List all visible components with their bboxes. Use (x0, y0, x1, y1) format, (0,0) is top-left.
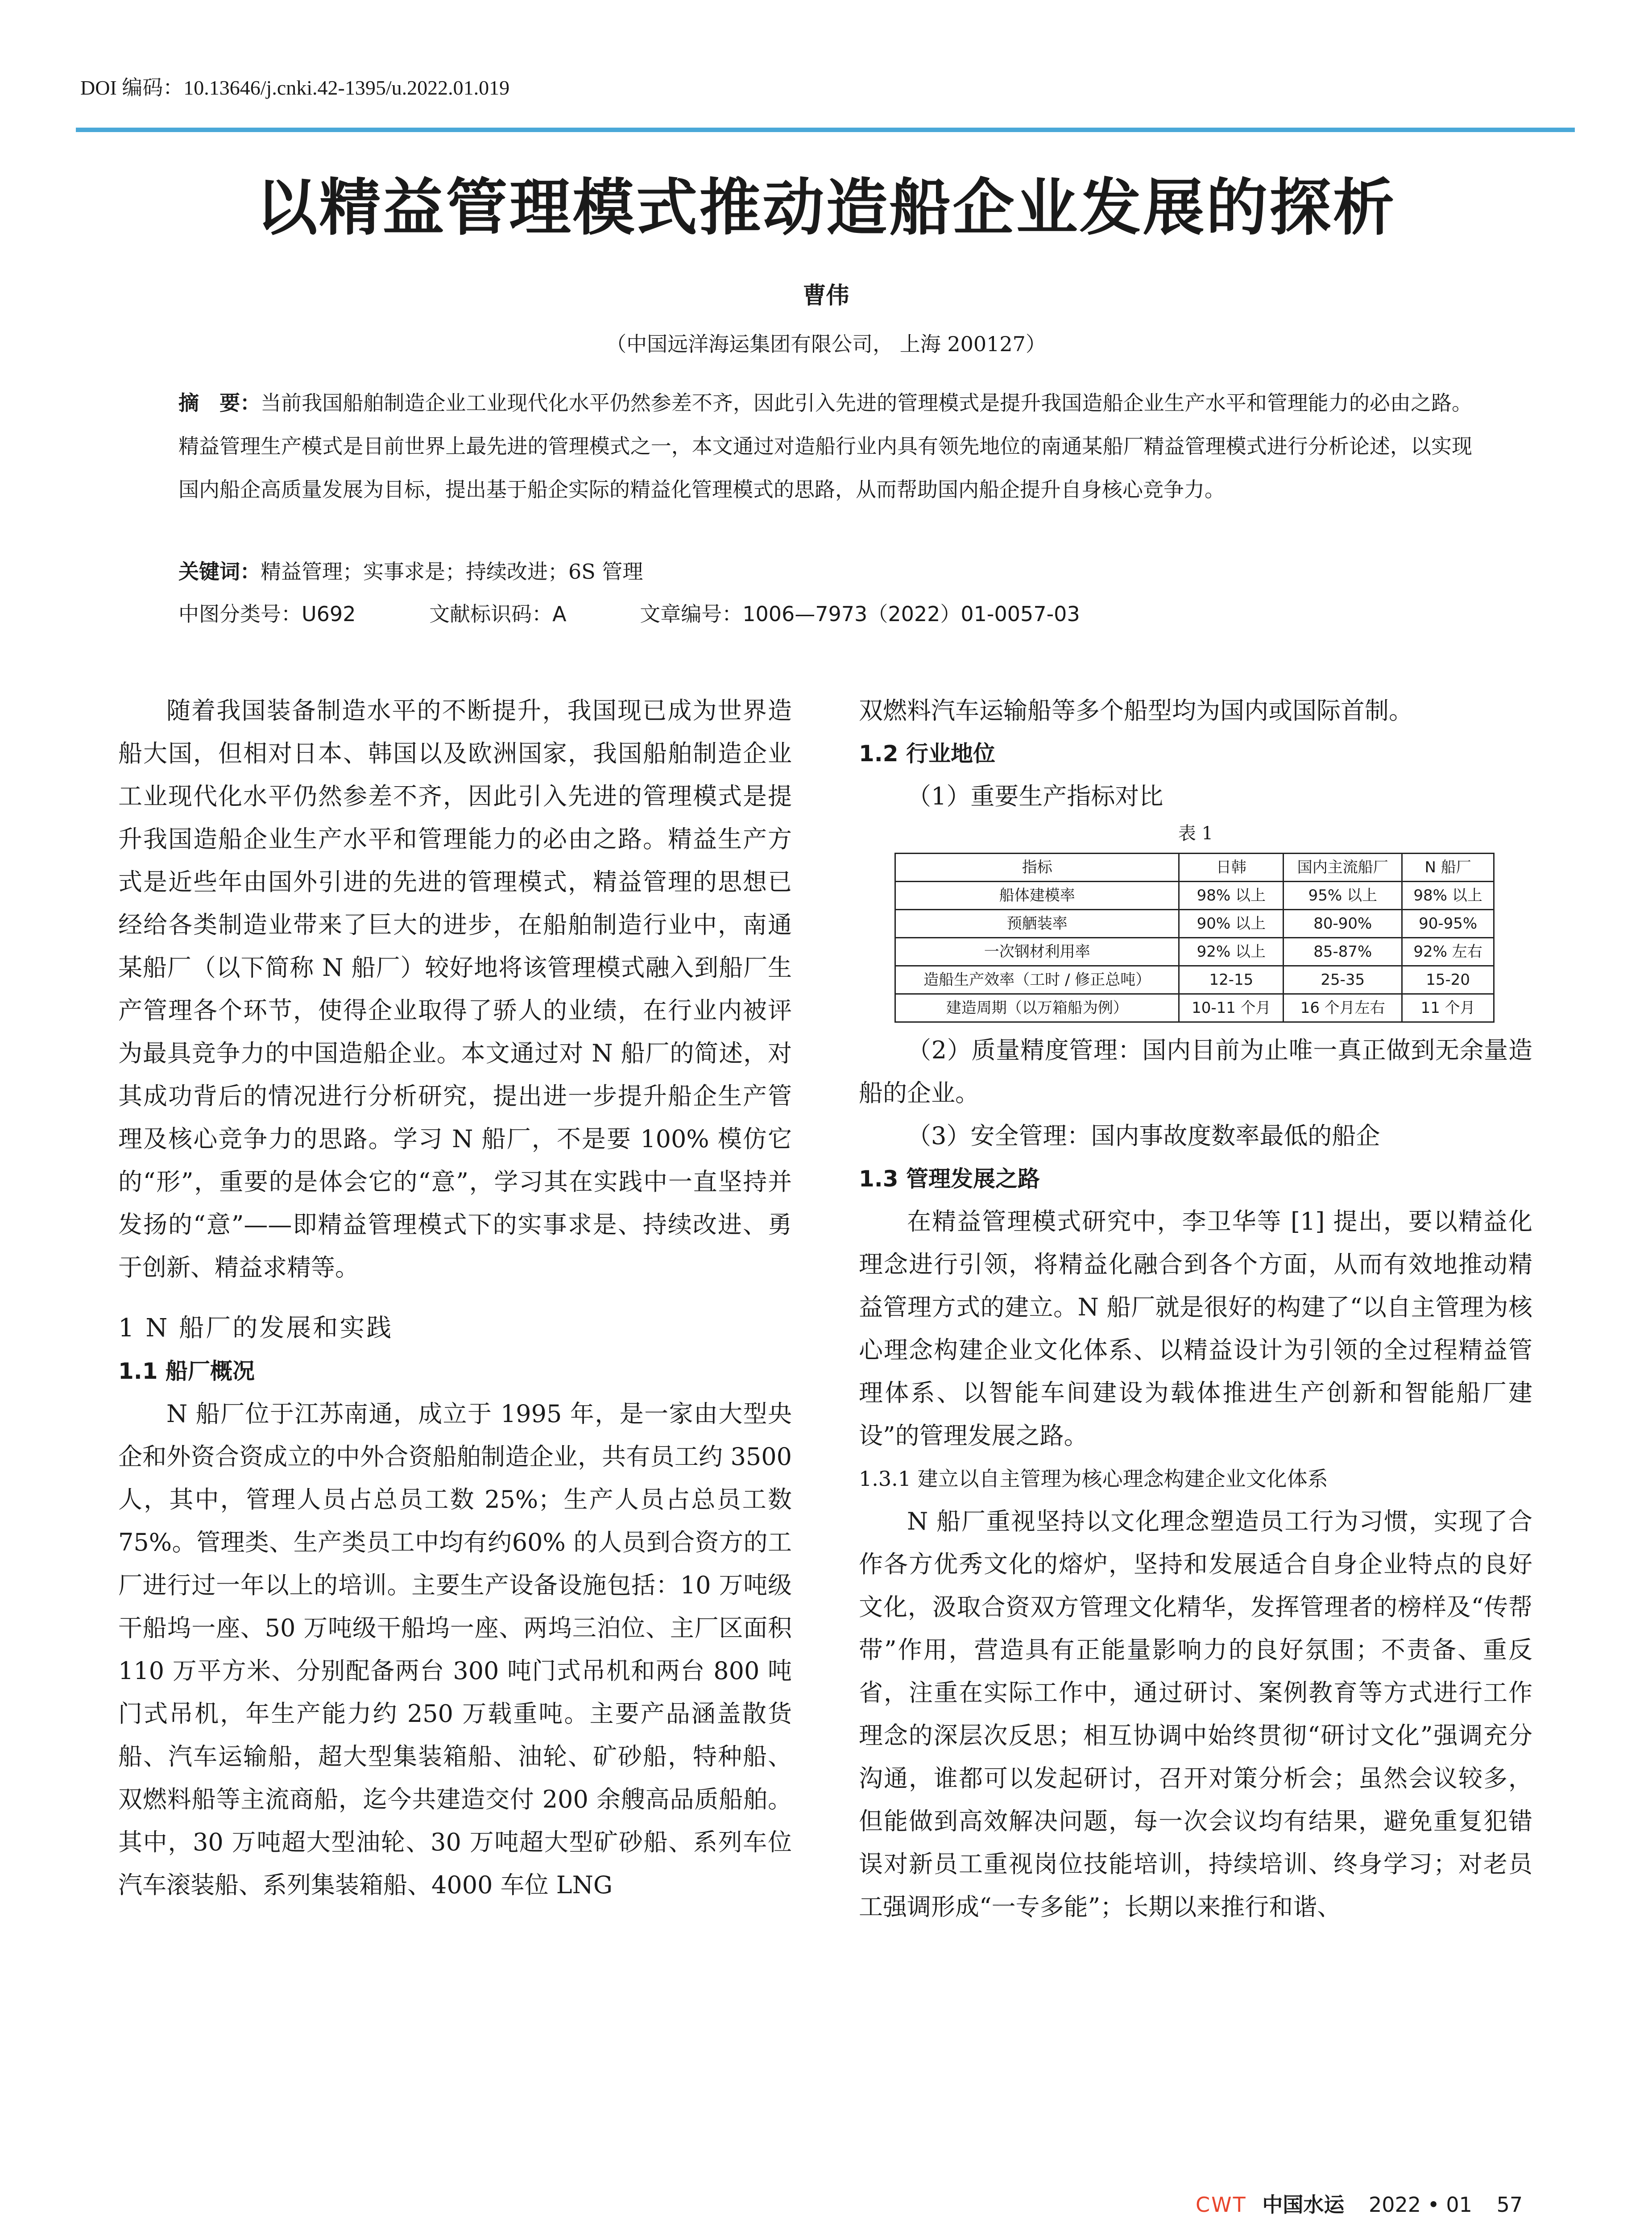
table-cell: 95% 以上 (1284, 882, 1402, 910)
doc-code: 文献标识码：A (429, 602, 567, 626)
abstract-label: 摘 要： (178, 391, 261, 415)
item-3: （3）安全管理：国内事故度数率最低的船企 (907, 1122, 1380, 1150)
article-title: 以精益管理模式推动造船企业发展的探析 (256, 172, 1396, 244)
journal-name: 中国水运 (1262, 2193, 1345, 2217)
keywords-text: 精益管理；实事求是；持续改进；6S 管理 (261, 560, 643, 584)
table-row (895, 938, 1494, 966)
table-header-cell: 国内主流船厂 (1284, 854, 1402, 882)
header-rule (76, 128, 1575, 132)
table-cell: 建造周期（以万箱船为例） (895, 994, 1179, 1022)
table-caption: 表 1 (1178, 823, 1213, 844)
table-header-row (895, 854, 1494, 882)
table-cell: 12-15 (1179, 966, 1284, 994)
keywords (178, 556, 643, 585)
page-number: 57 (1496, 2193, 1523, 2217)
affiliation: （中国远洋海运集团有限公司， 上海 200127） (606, 332, 1046, 356)
table-cell: 90% 以上 (1179, 910, 1284, 938)
keywords-label: 关键词： (178, 560, 261, 584)
table-cell: 98% 以上 (1179, 882, 1284, 910)
section-1-3-1-heading: 1.3.1 建立以自主管理为核心理念构建企业文化体系 (859, 1467, 1328, 1491)
table-cell: 预舾装率 (895, 910, 1179, 938)
logo-c: C (1196, 2193, 1212, 2217)
section-1-3-heading: 1.3 管理发展之路 (859, 1166, 1040, 1192)
abstract-text: 当前我国船舶制造企业工业现代化水平仍然参差不齐，因此引入先进的管理模式是提升我国造船企业生产水平和管理能力的必由之路。精益管理生产模式是目前世界上最先进的管理模式之一，本文通过对造船行业内具有领先地位的南通某船厂精益管理模式进行分析论述，以实现国内船企高质量发展为目标，提出基于船企实际的精益化管理模式的思路，从而帮助国内船企提升自身核心竞争力。 (178, 391, 1473, 502)
table-cell: 85-87% (1284, 938, 1402, 966)
page-footer (1196, 2189, 1523, 2218)
item-1: （1）重要生产指标对比 (907, 782, 1163, 810)
issue: 2022 • 01 (1368, 2193, 1472, 2217)
intro-paragraph: 随着我国装备制造水平的不断提升，我国现已成为世界造船大国，但相对日本、韩国以及欧洲国家，我国船舶制造企业工业现代化水平仍然参差不齐，因此引入先进的管理模式是提升我国造船企业生产水平和管理能力的必由之路。精益生产方式是近些年由国外引进的先进的管理模式，精益管理的思想已经给各类制造业带来了巨大的进步，在船舶制造行业中，南通某船厂（以下简称 N 船厂）较好地将该管理模式融入到船厂生产管理各个环节，使得企业取得了骄人的业绩，在行业内被评为最具竞争力的中国造船企业。本文通过对 N 船厂的简述，对其成功背后的情况进行分析研究，提出进一步提升船企生产管理及核心竞争力的思路。学习 N 船厂，不是要 100% 模仿它的“形”，重要的是体会它的“意”，学习其在实践中一直坚持并发扬的“意”——即精益管理模式下的实事求是、持续改进、勇于创新、精益求精等。 (118, 697, 792, 1281)
section-1-3-1-paragraph: N 船厂重视坚持以文化理念塑造员工行为习惯，实现了合作各方优秀文化的熔炉，坚持和发展适合自身企业特点的良好文化，汲取合资双方管理文化精华，发挥管理者的榜样及“传帮带”作用，营造具有正能量影响力的良好氛围；不责备、重反省，注重在实际工作中，通过研讨、案例教育等方式进行工作理念的深层次反思；相互协调中始终贯彻“研讨文化”强调充分沟通，谁都可以发起研讨，召开对策分析会；虽然会议较多，但能做到高效解决问题，每一次会议均有结果，避免重复犯错误对新员工重视岗位技能培训，持续培训、终身学习；对老员工强调形成“一专多能”；长期以来推行和谐、 (859, 1507, 1532, 1921)
logo-wt: WT (1211, 2193, 1247, 2217)
section-1-3-paragraph: 在精益管理模式研究中，李卫华等 [1] 提出，要以精益化理念进行引领，将精益化融合到各个方面，从而有效地推动精益管理方式的建立。N 船厂就是很好的构建了“以自主管理为核心理念构建企业文化体系、以精益设计为引领的全过程精益管理体系、以智能车间建设为载体推进生产创新和智能船厂建设”的管理发展之路。 (859, 1207, 1532, 1450)
table-row (895, 966, 1494, 994)
section-1-1-paragraph: N 船厂位于江苏南通，成立于 1995 年，是一家由大型央企和外资合资成立的中外合资船舶制造企业，共有员工约 3500 人，其中，管理人员占总员工数 25%；生产人员占总员工数 75%。管理类、生产类员工中均有约60% 的人员到合资方的工厂进行过一年以上的培训。主要生产设备设施包括：10 万吨级干船坞一座、50 万吨级干船坞一座、两坞三泊位、主厂区面积 110 万平方米、分别配备两台 300 吨门式吊机和两台 800 吨门式吊机，年生产能力约 250 万载重吨。主要产品涵盖散货船、汽车运输船，超大型集装箱船、油轮、矿砂船，特种船、双燃料船等主流商船，迄今共建造交付 200 余艘高品质船舶。其中，30 万吨超大型油轮、30 万吨超大型矿砂船、系列车位汽车滚装船、系列集装箱船、4000 车位 LNG (118, 1400, 792, 1899)
article-number: 文章编号：1006—7973（2022）01-0057-03 (640, 602, 1080, 626)
table-cell: 98% 以上 (1402, 882, 1494, 910)
section-1-1-heading: 1.1 船厂概况 (118, 1358, 255, 1384)
table-cell: 11 个月 (1402, 994, 1494, 1022)
table-header-cell: N 船厂 (1402, 854, 1494, 882)
section-1-heading: 1 N 船厂的发展和实践 (118, 1314, 393, 1343)
table-row (895, 910, 1494, 938)
table-cell: 92% 左右 (1402, 938, 1494, 966)
journal-logo (1196, 2193, 1247, 2217)
right-column (859, 689, 1532, 1928)
section-1-2-heading: 1.2 行业地位 (859, 741, 995, 767)
table-row (895, 882, 1494, 910)
item-2: （2）质量精度管理：国内目前为止唯一真正做到无余量造船的企业。 (859, 1036, 1532, 1107)
table-header-cell: 日韩 (1179, 854, 1284, 882)
classification-line (178, 598, 1147, 627)
table-cell: 16 个月左右 (1284, 994, 1402, 1022)
indicator-table (894, 853, 1495, 1023)
table-cell: 25-35 (1284, 966, 1402, 994)
table-cell: 造船生产效率（工时 / 修正总吨） (895, 966, 1179, 994)
left-column (118, 689, 792, 1907)
doi-line: DOI 编码：10.13646/j.cnki.42-1395/u.2022.01.019 (80, 76, 510, 99)
table-header-cell: 指标 (895, 854, 1179, 882)
table-cell: 船体建模率 (895, 882, 1179, 910)
table-row (895, 994, 1494, 1022)
table-cell: 80-90% (1284, 910, 1402, 938)
abstract (178, 382, 1472, 511)
table-cell: 10-11 个月 (1179, 994, 1284, 1022)
class-number: 中图分类号：U692 (178, 602, 356, 626)
table-cell: 15-20 (1402, 966, 1494, 994)
author: 曹伟 (803, 282, 849, 309)
table-cell: 92% 以上 (1179, 938, 1284, 966)
table-cell: 90-95% (1402, 910, 1494, 938)
table-cell: 一次钢材利用率 (895, 938, 1179, 966)
continued-paragraph: 双燃料汽车运输船等多个船型均为国内或国际首制。 (859, 697, 1413, 725)
